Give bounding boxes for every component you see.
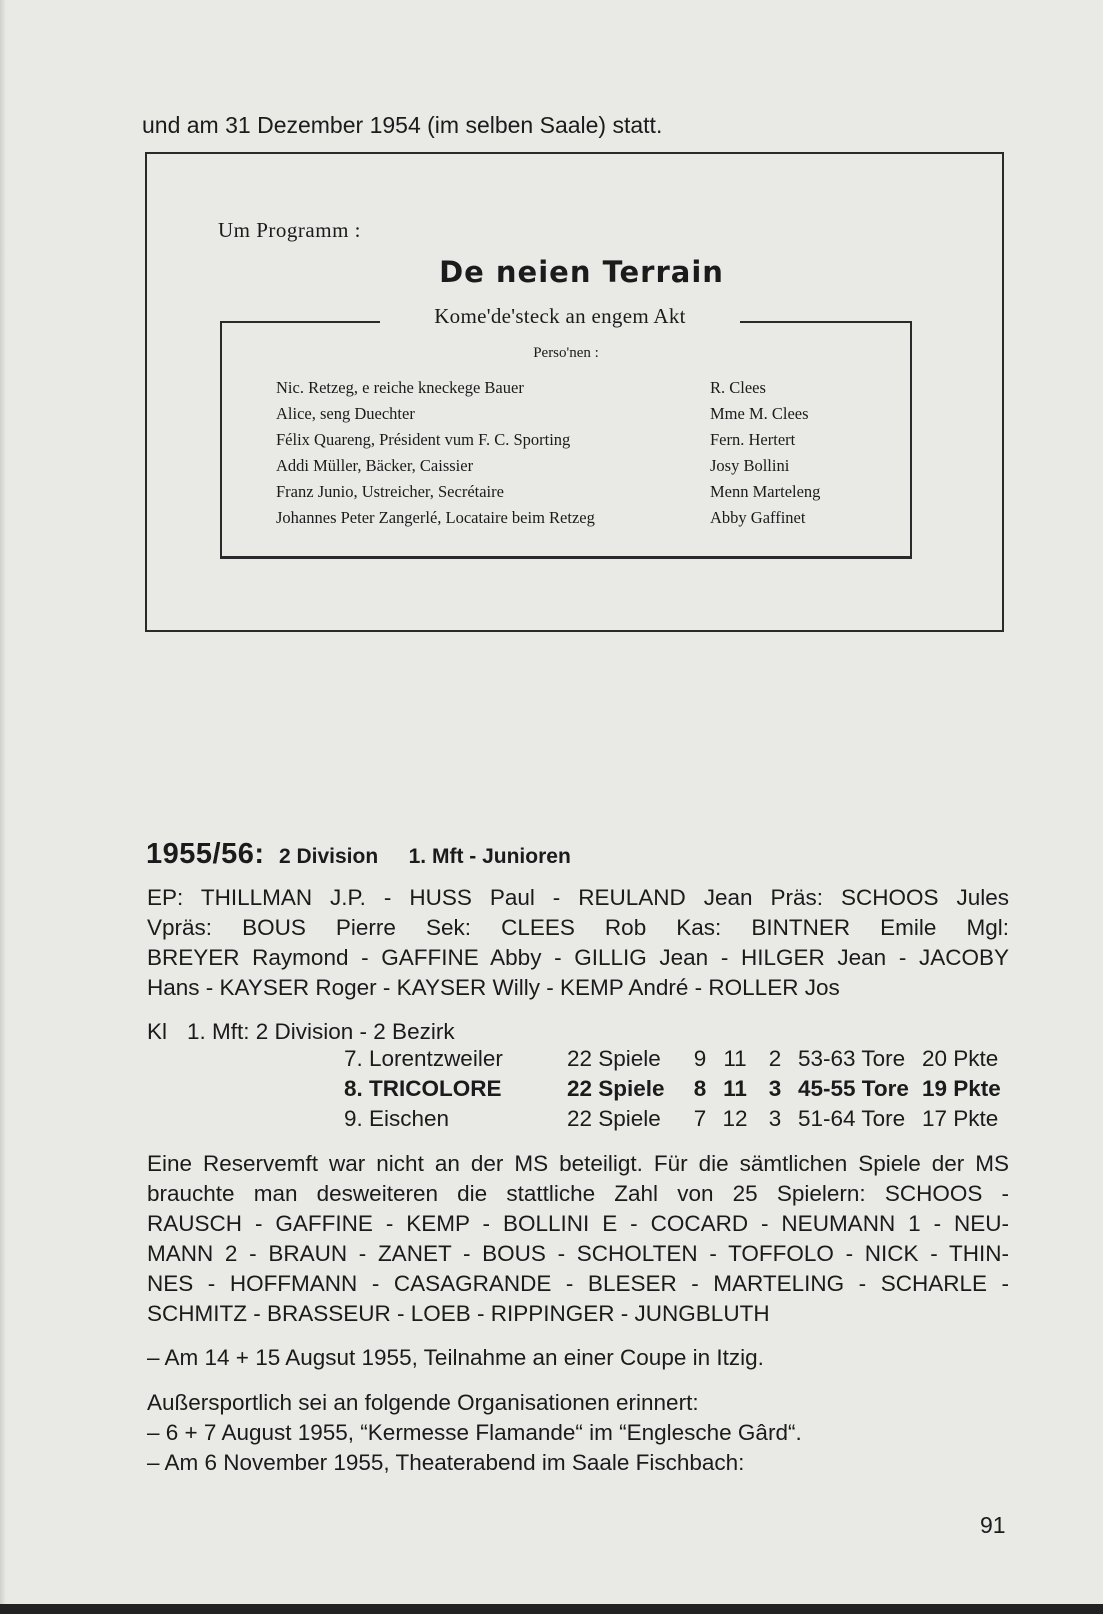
cast-role: Alice, seng Duechter: [276, 404, 415, 423]
standings-points: 19 Pkte: [922, 1076, 1001, 1101]
standings-table: [344, 1046, 1014, 1136]
standings-row: [344, 1106, 1014, 1136]
play-title: De neien Terrain: [439, 255, 724, 289]
committee-line: BREYER Raymond - GAFFINE Abby - GILLIG Jean - HILGER Jean - JACOBY: [147, 945, 1009, 970]
cast-actor: Menn Marteleng: [710, 482, 821, 501]
scan-bottom-edge: [0, 1604, 1103, 1614]
program-label: Um Programm :: [218, 218, 361, 242]
standings-wins: 9: [693, 1046, 707, 1071]
cast-list: [276, 375, 876, 531]
intro-line: und am 31 Dezember 1954 (im selben Saale) statt.: [142, 112, 663, 138]
organisations-paragraph: [147, 1388, 1009, 1478]
committee-line: EP: THILLMAN J.P. - HUSS Paul - REULAND Jean Präs: SCHOOS Jules: [147, 885, 1009, 910]
reserve-line: MANN 2 - BRAUN - ZANET - BOUS - SCHOLTEN - TOFFOLO - NICK - THIN-: [147, 1241, 1009, 1266]
classification-prefix: Kl: [147, 1019, 168, 1044]
cast-row: [276, 427, 876, 453]
cast-actor: Josy Bollini: [710, 456, 790, 475]
reserve-line: brauchte man desweiteren die stattliche Zahl von 25 Spielern: SCHOOS -: [147, 1181, 1009, 1206]
cast-role: Félix Quareng, Président vum F. C. Sporting: [276, 430, 571, 449]
play-subtitle: Kome'de'steck an engem Akt: [434, 304, 686, 328]
standings-points: 17 Pkte: [922, 1106, 999, 1131]
page-edge-shadow: [0, 0, 6, 1604]
committee-paragraph: [147, 883, 1009, 1003]
standings-team: 9. Eischen: [344, 1106, 450, 1131]
subtitle-rule-left: [220, 321, 380, 323]
cast-row: [276, 401, 876, 427]
organisation-item: – Am 6 November 1955, Theaterabend im Saale Fischbach:: [147, 1450, 745, 1475]
coupe-line: – Am 14 + 15 Augsut 1955, Teilnahme an einer Coupe in Itzig.: [147, 1345, 764, 1370]
reserve-paragraph: [147, 1149, 1009, 1329]
standings-losses: 2: [768, 1046, 782, 1071]
standings-losses: 3: [768, 1076, 782, 1101]
classification-label: 1. Mft: 2 Division - 2 Bezirk: [187, 1019, 455, 1044]
cast-role: Johannes Peter Zangerlé, Locataire beim Retzeg: [276, 508, 595, 527]
cast-row: [276, 375, 876, 401]
standings-games: 22 Spiele: [567, 1076, 665, 1101]
standings-wins: 7: [693, 1106, 707, 1131]
standings-losses: 3: [768, 1106, 782, 1131]
organisation-item: – 6 + 7 August 1955, “Kermesse Flamande“ im “Englesche Gârd“.: [147, 1420, 802, 1445]
standings-team: 8. TRICOLORE: [344, 1076, 502, 1101]
season-year: 1955/56:: [146, 838, 265, 870]
subtitle-rule-right: [740, 321, 912, 323]
standings-team: 7. Lorentzweiler: [344, 1046, 503, 1071]
cast-actor: Mme M. Clees: [710, 404, 809, 423]
committee-line: Hans - KAYSER Roger - KAYSER Willy - KEMP André - ROLLER Jos: [147, 975, 840, 1000]
reserve-line: Eine Reservemft war nicht an der MS beteiligt. Für die sämtlichen Spiele der MS: [147, 1151, 1009, 1176]
cast-row: [276, 453, 876, 479]
standings-draws: 12: [722, 1106, 748, 1131]
standings-row-tricolore: [344, 1076, 1014, 1106]
classification-heading: [147, 1019, 455, 1045]
cast-role: Nic. Retzeg, e reiche kneckege Bauer: [276, 378, 524, 397]
reserve-line: RAUSCH - GAFFINE - KEMP - BOLLINI E - COCARD - NEUMANN 1 - NEU-: [147, 1211, 1009, 1236]
cast-actor: Abby Gaffinet: [710, 508, 806, 527]
page-number: 91: [980, 1512, 1006, 1538]
standings-wins: 8: [693, 1076, 707, 1101]
standings-games: 22 Spiele: [567, 1106, 661, 1131]
standings-goals: 45-55 Tore: [798, 1076, 909, 1101]
season-team: 1. Mft - Junioren: [408, 845, 571, 868]
standings-row: [344, 1046, 1014, 1076]
standings-games: 22 Spiele: [567, 1046, 661, 1071]
season-heading: [146, 838, 571, 871]
reserve-line: SCHMITZ - BRASSEUR - LOEB - RIPPINGER - JUNGBLUTH: [147, 1301, 770, 1326]
cast-actor: Fern. Hertert: [710, 430, 796, 449]
standings-points: 20 Pkte: [922, 1046, 999, 1071]
reserve-line: NES - HOFFMANN - CASAGRANDE - BLESER - MARTELING - SCHARLE -: [147, 1271, 1009, 1296]
cast-actor: R. Clees: [710, 378, 766, 397]
cast-role: Addi Müller, Bäcker, Caissier: [276, 456, 474, 475]
cast-role: Franz Junio, Ustreicher, Secrétaire: [276, 482, 504, 501]
standings-goals: 53-63 Tore: [798, 1046, 906, 1071]
committee-line: Vpräs: BOUS Pierre Sek: CLEES Rob Kas: BINTNER Emile Mgl:: [147, 915, 1009, 940]
season-division: 2 Division: [278, 845, 379, 868]
cast-row: [276, 479, 876, 505]
standings-goals: 51-64 Tore: [798, 1106, 906, 1131]
persons-label: Perso'nen :: [533, 345, 599, 361]
standings-draws: 11: [723, 1076, 747, 1101]
cast-row: [276, 505, 876, 531]
standings-draws: 11: [723, 1046, 747, 1071]
organisations-heading: Außersportlich sei an folgende Organisationen erinnert:: [147, 1390, 699, 1415]
